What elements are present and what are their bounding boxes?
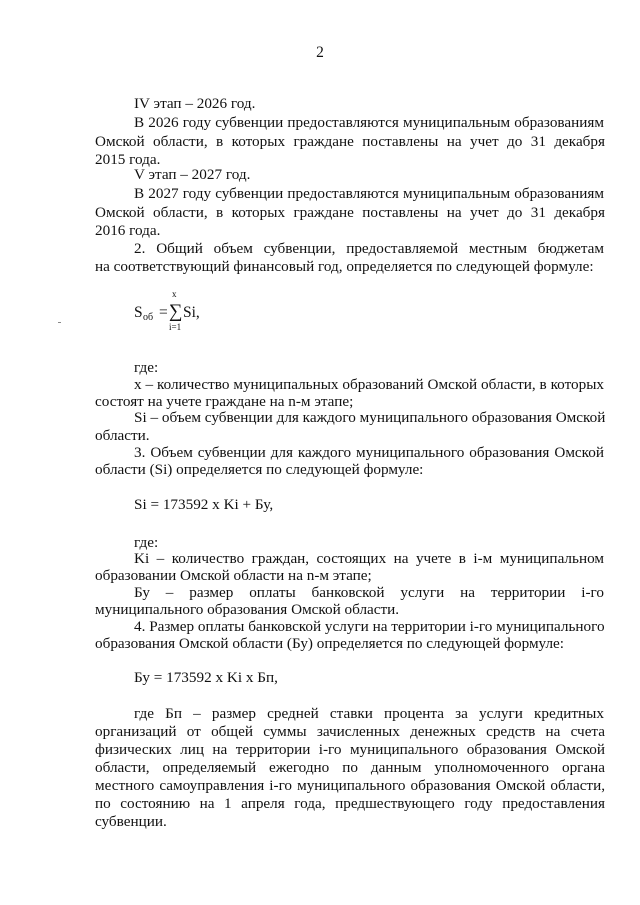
- formula-total-subvention: [134, 289, 254, 336]
- stage-4-text-line-1: В 2026 году субвенции предоставляются муниципальным образованиям: [134, 114, 604, 131]
- stage-5-text-line-1: В 2027 году субвенции предоставляются муниципальным образованиям: [134, 185, 604, 202]
- definition-bp-line-5: местного самоуправления i-го муниципального образования Омской области,: [95, 777, 605, 794]
- definition-bu-line-2: муниципального образования Омской области.: [95, 601, 400, 618]
- formula-lhs: S: [134, 304, 143, 321]
- page-number: 2: [316, 44, 324, 61]
- definition-bp-line-1: где Бп – размер средней ставки процента за услуги кредитных: [134, 705, 604, 722]
- paragraph-3-line-2: области (Si) определяется по следующей формуле:: [95, 461, 424, 478]
- paragraph-4-line-2: образования Омской области (Бу) определяется по следующей формуле:: [95, 635, 565, 652]
- stage-4-heading: IV этап – 2026 год.: [134, 95, 256, 112]
- stage-5-heading: V этап – 2027 год.: [134, 166, 251, 183]
- definition-bp-line-3: физических лиц на территории i-го муниципального образования Омской: [95, 741, 605, 758]
- definition-si-line-1: Si – объем субвенции для каждого муниципального образования Омской: [134, 409, 606, 426]
- definition-x-line-2: состоят на учете граждане на n-м этапе;: [95, 393, 354, 410]
- formula-equals: =: [159, 304, 168, 321]
- paragraph-3-line-1: 3. Объем субвенции для каждого муниципального образования Омской: [134, 444, 604, 461]
- definition-bp-line-6: по состоянию на 1 апреля года, предшествующего году предоставления: [95, 795, 605, 812]
- definition-si-line-2: области.: [95, 427, 150, 444]
- stage-4-text-line-3: 2015 года.: [95, 151, 161, 168]
- paragraph-2-line-2: на соответствующий финансовый год, определяется по следующей формуле:: [95, 258, 594, 275]
- paragraph-2-line-1: 2. Общий объем субвенции, предоставляемой местным бюджетам: [134, 240, 604, 257]
- where-label-1: где:: [134, 359, 159, 376]
- paragraph-4-line-1: 4. Размер оплаты банковской услуги на территории i-го муниципального: [134, 618, 605, 635]
- definition-x-line-1: x – количество муниципальных образований Омской области, в которых: [134, 376, 604, 393]
- where-label-2: где:: [134, 534, 159, 551]
- definition-bp-line-4: области, определяемый ежегодно по данным уполномоченного органа: [95, 759, 605, 776]
- formula-subvention-per-municipality: Si = 173592 x Ki + Бу,: [134, 496, 274, 513]
- sum-upper-limit: x: [172, 289, 177, 299]
- formula-lhs-subscript: об: [143, 312, 154, 323]
- definition-ki-line-2: образовании Омской области на n-м этапе;: [95, 567, 372, 584]
- stage-5-text-line-3: 2016 года.: [95, 222, 161, 239]
- stage-4-text-line-2: Омской области, в которых граждане поставлены на учет до 31 декабря: [95, 133, 605, 150]
- sum-lower-limit: i=1: [169, 322, 182, 332]
- definition-bp-line-2: организаций от общей суммы зачисленных денежных средств на счета: [95, 723, 605, 740]
- formula-bank-service-fee: Бу = 173592 x Ki x Бп,: [134, 669, 278, 686]
- stage-5-text-line-2: Омской области, в которых граждане поставлены на учет до 31 декабря: [95, 204, 605, 221]
- formula-term: Si,: [183, 304, 200, 321]
- definition-bu-line-1: Бу – размер оплаты банковской услуги на территории i-го: [134, 584, 604, 601]
- sum-symbol: ∑: [169, 301, 183, 322]
- definition-ki-line-1: Ki – количество граждан, состоящих на учете в i-м муниципальном: [134, 550, 604, 567]
- definition-bp-line-7: субвенции.: [95, 813, 167, 830]
- margin-mark: [58, 322, 61, 323]
